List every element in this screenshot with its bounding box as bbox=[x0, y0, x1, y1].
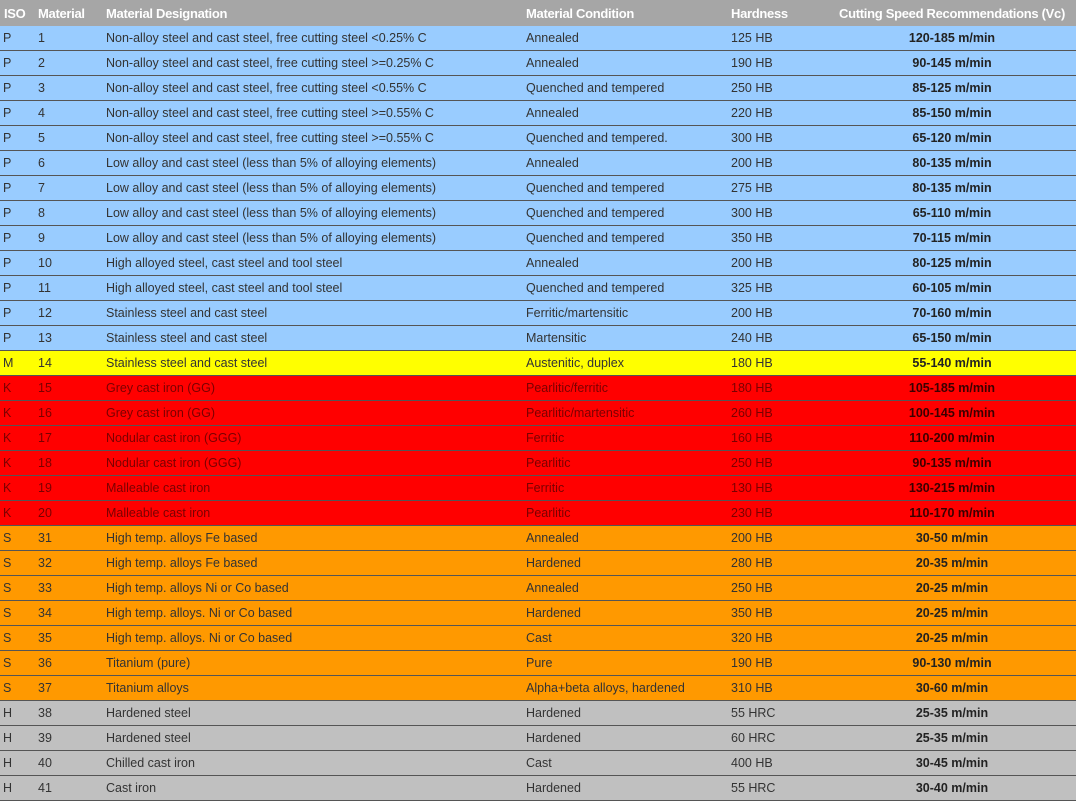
header-iso: ISO bbox=[0, 0, 32, 26]
cell-hardness: 55 HRC bbox=[725, 776, 828, 801]
header-material: Material bbox=[32, 0, 100, 26]
cell-material: 40 bbox=[32, 751, 100, 776]
cell-material: 41 bbox=[32, 776, 100, 801]
cell-hardness: 310 HB bbox=[725, 676, 828, 701]
cell-hardness: 300 HB bbox=[725, 201, 828, 226]
cell-condition: Quenched and tempered bbox=[520, 201, 725, 226]
header-hardness: Hardness bbox=[725, 0, 828, 26]
cell-cutting-speed: 100-145 m/min bbox=[828, 401, 1076, 426]
cell-condition: Annealed bbox=[520, 26, 725, 51]
cell-material: 12 bbox=[32, 301, 100, 326]
cell-condition: Ferritic bbox=[520, 426, 725, 451]
cell-hardness: 160 HB bbox=[725, 426, 828, 451]
cell-material: 9 bbox=[32, 226, 100, 251]
cell-hardness: 300 HB bbox=[725, 126, 828, 151]
cell-hardness: 280 HB bbox=[725, 551, 828, 576]
cell-iso: P bbox=[0, 151, 32, 176]
cell-material: 34 bbox=[32, 601, 100, 626]
cell-hardness: 350 HB bbox=[725, 601, 828, 626]
cell-designation: Titanium (pure) bbox=[100, 651, 520, 676]
cell-designation: High alloyed steel, cast steel and tool steel bbox=[100, 251, 520, 276]
cell-condition: Quenched and tempered bbox=[520, 176, 725, 201]
cell-condition: Pure bbox=[520, 651, 725, 676]
cell-condition: Alpha+beta alloys, hardened bbox=[520, 676, 725, 701]
cell-iso: P bbox=[0, 251, 32, 276]
cell-designation: Low alloy and cast steel (less than 5% of alloying elements) bbox=[100, 176, 520, 201]
cell-material: 3 bbox=[32, 76, 100, 101]
table-body bbox=[0, 26, 1076, 801]
table-row bbox=[0, 451, 1076, 476]
cell-iso: K bbox=[0, 426, 32, 451]
cell-hardness: 250 HB bbox=[725, 451, 828, 476]
table-row bbox=[0, 501, 1076, 526]
cell-hardness: 240 HB bbox=[725, 326, 828, 351]
table-row bbox=[0, 76, 1076, 101]
cell-designation: Chilled cast iron bbox=[100, 751, 520, 776]
table-header bbox=[0, 0, 1076, 26]
cell-hardness: 125 HB bbox=[725, 26, 828, 51]
cell-cutting-speed: 25-35 m/min bbox=[828, 726, 1076, 751]
cell-designation: Hardened steel bbox=[100, 701, 520, 726]
table-row bbox=[0, 751, 1076, 776]
cell-material: 6 bbox=[32, 151, 100, 176]
cell-cutting-speed: 30-45 m/min bbox=[828, 751, 1076, 776]
cell-material: 1 bbox=[32, 26, 100, 51]
cell-designation: Low alloy and cast steel (less than 5% of alloying elements) bbox=[100, 201, 520, 226]
cell-iso: P bbox=[0, 301, 32, 326]
cell-hardness: 230 HB bbox=[725, 501, 828, 526]
table-row bbox=[0, 176, 1076, 201]
cell-condition: Pearlitic bbox=[520, 451, 725, 476]
cell-material: 20 bbox=[32, 501, 100, 526]
cell-iso: P bbox=[0, 326, 32, 351]
cell-designation: Non-alloy steel and cast steel, free cutting steel >=0.55% C bbox=[100, 126, 520, 151]
cell-material: 11 bbox=[32, 276, 100, 301]
cell-condition: Hardened bbox=[520, 601, 725, 626]
cell-condition: Hardened bbox=[520, 776, 725, 801]
cell-hardness: 190 HB bbox=[725, 651, 828, 676]
table-row bbox=[0, 676, 1076, 701]
cell-cutting-speed: 30-60 m/min bbox=[828, 676, 1076, 701]
cell-cutting-speed: 30-40 m/min bbox=[828, 776, 1076, 801]
cell-hardness: 275 HB bbox=[725, 176, 828, 201]
table-row bbox=[0, 551, 1076, 576]
cell-iso: K bbox=[0, 376, 32, 401]
cell-material: 19 bbox=[32, 476, 100, 501]
cell-cutting-speed: 55-140 m/min bbox=[828, 351, 1076, 376]
cell-material: 17 bbox=[32, 426, 100, 451]
cell-designation: Grey cast iron (GG) bbox=[100, 401, 520, 426]
cell-hardness: 200 HB bbox=[725, 251, 828, 276]
cell-hardness: 260 HB bbox=[725, 401, 828, 426]
cell-material: 32 bbox=[32, 551, 100, 576]
cell-iso: S bbox=[0, 551, 32, 576]
cell-condition: Pearlitic/ferritic bbox=[520, 376, 725, 401]
cell-designation: Non-alloy steel and cast steel, free cutting steel >=0.25% C bbox=[100, 51, 520, 76]
cell-iso: K bbox=[0, 451, 32, 476]
cell-iso: P bbox=[0, 276, 32, 301]
cell-iso: S bbox=[0, 576, 32, 601]
cell-material: 14 bbox=[32, 351, 100, 376]
cell-designation: Stainless steel and cast steel bbox=[100, 351, 520, 376]
cell-designation: Cast iron bbox=[100, 776, 520, 801]
cell-cutting-speed: 90-145 m/min bbox=[828, 51, 1076, 76]
cell-condition: Quenched and tempered bbox=[520, 276, 725, 301]
cell-iso: K bbox=[0, 501, 32, 526]
cell-condition: Annealed bbox=[520, 51, 725, 76]
table-row bbox=[0, 626, 1076, 651]
cell-designation: Non-alloy steel and cast steel, free cutting steel <0.55% C bbox=[100, 76, 520, 101]
cell-condition: Ferritic/martensitic bbox=[520, 301, 725, 326]
cell-condition: Quenched and tempered bbox=[520, 226, 725, 251]
header-condition: Material Condition bbox=[520, 0, 725, 26]
cell-designation: Nodular cast iron (GGG) bbox=[100, 451, 520, 476]
cell-cutting-speed: 130-215 m/min bbox=[828, 476, 1076, 501]
cell-cutting-speed: 20-25 m/min bbox=[828, 601, 1076, 626]
cell-material: 18 bbox=[32, 451, 100, 476]
cell-designation: Stainless steel and cast steel bbox=[100, 301, 520, 326]
cell-cutting-speed: 65-120 m/min bbox=[828, 126, 1076, 151]
table-row bbox=[0, 776, 1076, 801]
cell-hardness: 250 HB bbox=[725, 576, 828, 601]
table-row bbox=[0, 601, 1076, 626]
cell-cutting-speed: 20-25 m/min bbox=[828, 626, 1076, 651]
cell-cutting-speed: 65-150 m/min bbox=[828, 326, 1076, 351]
table-row bbox=[0, 376, 1076, 401]
cell-material: 2 bbox=[32, 51, 100, 76]
cell-cutting-speed: 80-135 m/min bbox=[828, 151, 1076, 176]
cell-designation: High temp. alloys Ni or Co based bbox=[100, 576, 520, 601]
cell-designation: Hardened steel bbox=[100, 726, 520, 751]
cell-designation: Low alloy and cast steel (less than 5% of alloying elements) bbox=[100, 226, 520, 251]
cell-iso: P bbox=[0, 101, 32, 126]
cell-material: 37 bbox=[32, 676, 100, 701]
cell-designation: Low alloy and cast steel (less than 5% of alloying elements) bbox=[100, 151, 520, 176]
cell-designation: Grey cast iron (GG) bbox=[100, 376, 520, 401]
cell-material: 8 bbox=[32, 201, 100, 226]
cell-condition: Pearlitic/martensitic bbox=[520, 401, 725, 426]
cell-hardness: 200 HB bbox=[725, 301, 828, 326]
table-row bbox=[0, 276, 1076, 301]
cell-designation: High temp. alloys. Ni or Co based bbox=[100, 626, 520, 651]
cell-condition: Quenched and tempered bbox=[520, 76, 725, 101]
cell-hardness: 200 HB bbox=[725, 526, 828, 551]
cell-cutting-speed: 70-160 m/min bbox=[828, 301, 1076, 326]
cell-material: 36 bbox=[32, 651, 100, 676]
header-cutting-speed: Cutting Speed Recommendations (Vc) bbox=[828, 0, 1076, 26]
cell-condition: Martensitic bbox=[520, 326, 725, 351]
cell-designation: High temp. alloys. Ni or Co based bbox=[100, 601, 520, 626]
cell-iso: P bbox=[0, 51, 32, 76]
cell-material: 38 bbox=[32, 701, 100, 726]
cell-iso: S bbox=[0, 601, 32, 626]
cell-cutting-speed: 110-170 m/min bbox=[828, 501, 1076, 526]
table-row bbox=[0, 426, 1076, 451]
cell-hardness: 250 HB bbox=[725, 76, 828, 101]
table-row bbox=[0, 301, 1076, 326]
table-row bbox=[0, 476, 1076, 501]
cell-cutting-speed: 85-150 m/min bbox=[828, 101, 1076, 126]
cell-condition: Hardened bbox=[520, 701, 725, 726]
cell-cutting-speed: 110-200 m/min bbox=[828, 426, 1076, 451]
cell-cutting-speed: 25-35 m/min bbox=[828, 701, 1076, 726]
cell-condition: Annealed bbox=[520, 576, 725, 601]
table-row bbox=[0, 326, 1076, 351]
cell-condition: Quenched and tempered. bbox=[520, 126, 725, 151]
table-row bbox=[0, 151, 1076, 176]
table-row bbox=[0, 401, 1076, 426]
cell-condition: Cast bbox=[520, 751, 725, 776]
table-row bbox=[0, 201, 1076, 226]
cell-cutting-speed: 80-135 m/min bbox=[828, 176, 1076, 201]
cell-material: 10 bbox=[32, 251, 100, 276]
cell-condition: Ferritic bbox=[520, 476, 725, 501]
cell-material: 39 bbox=[32, 726, 100, 751]
cell-designation: Titanium alloys bbox=[100, 676, 520, 701]
table-row bbox=[0, 101, 1076, 126]
table-row bbox=[0, 576, 1076, 601]
cell-iso: H bbox=[0, 701, 32, 726]
cell-cutting-speed: 80-125 m/min bbox=[828, 251, 1076, 276]
cell-condition: Annealed bbox=[520, 251, 725, 276]
cell-material: 5 bbox=[32, 126, 100, 151]
cell-iso: M bbox=[0, 351, 32, 376]
cell-iso: H bbox=[0, 726, 32, 751]
cell-condition: Cast bbox=[520, 626, 725, 651]
cell-hardness: 130 HB bbox=[725, 476, 828, 501]
cell-material: 33 bbox=[32, 576, 100, 601]
cell-iso: H bbox=[0, 776, 32, 801]
cell-material: 35 bbox=[32, 626, 100, 651]
cell-material: 4 bbox=[32, 101, 100, 126]
cell-hardness: 350 HB bbox=[725, 226, 828, 251]
cell-iso: H bbox=[0, 751, 32, 776]
cell-iso: S bbox=[0, 651, 32, 676]
cell-condition: Annealed bbox=[520, 526, 725, 551]
cell-cutting-speed: 120-185 m/min bbox=[828, 26, 1076, 51]
cell-iso: P bbox=[0, 126, 32, 151]
cell-cutting-speed: 105-185 m/min bbox=[828, 376, 1076, 401]
cell-iso: P bbox=[0, 201, 32, 226]
cell-hardness: 220 HB bbox=[725, 101, 828, 126]
cell-iso: K bbox=[0, 401, 32, 426]
cell-material: 7 bbox=[32, 176, 100, 201]
table-row bbox=[0, 26, 1076, 51]
cell-hardness: 400 HB bbox=[725, 751, 828, 776]
cell-iso: S bbox=[0, 676, 32, 701]
cell-condition: Annealed bbox=[520, 151, 725, 176]
cell-iso: P bbox=[0, 176, 32, 201]
cell-hardness: 190 HB bbox=[725, 51, 828, 76]
cell-hardness: 325 HB bbox=[725, 276, 828, 301]
cell-cutting-speed: 65-110 m/min bbox=[828, 201, 1076, 226]
table-row bbox=[0, 251, 1076, 276]
cell-designation: Non-alloy steel and cast steel, free cutting steel <0.25% C bbox=[100, 26, 520, 51]
cell-hardness: 180 HB bbox=[725, 376, 828, 401]
cell-hardness: 200 HB bbox=[725, 151, 828, 176]
table-row bbox=[0, 701, 1076, 726]
cell-designation: Stainless steel and cast steel bbox=[100, 326, 520, 351]
cell-material: 15 bbox=[32, 376, 100, 401]
cell-iso: P bbox=[0, 226, 32, 251]
table-row bbox=[0, 651, 1076, 676]
cell-condition: Hardened bbox=[520, 726, 725, 751]
table-row bbox=[0, 726, 1076, 751]
cell-material: 31 bbox=[32, 526, 100, 551]
cell-designation: Malleable cast iron bbox=[100, 476, 520, 501]
cell-material: 16 bbox=[32, 401, 100, 426]
cell-designation: High alloyed steel, cast steel and tool steel bbox=[100, 276, 520, 301]
cell-cutting-speed: 20-25 m/min bbox=[828, 576, 1076, 601]
table-row bbox=[0, 526, 1076, 551]
cell-cutting-speed: 20-35 m/min bbox=[828, 551, 1076, 576]
cell-designation: High temp. alloys Fe based bbox=[100, 551, 520, 576]
cell-cutting-speed: 90-135 m/min bbox=[828, 451, 1076, 476]
cell-hardness: 60 HRC bbox=[725, 726, 828, 751]
cell-cutting-speed: 60-105 m/min bbox=[828, 276, 1076, 301]
cell-designation: Malleable cast iron bbox=[100, 501, 520, 526]
cell-iso: P bbox=[0, 76, 32, 101]
cell-condition: Pearlitic bbox=[520, 501, 725, 526]
cell-iso: K bbox=[0, 476, 32, 501]
cell-condition: Austenitic, duplex bbox=[520, 351, 725, 376]
cell-iso: S bbox=[0, 526, 32, 551]
cell-designation: Non-alloy steel and cast steel, free cutting steel >=0.55% C bbox=[100, 101, 520, 126]
cell-cutting-speed: 90-130 m/min bbox=[828, 651, 1076, 676]
table-row bbox=[0, 351, 1076, 376]
cell-cutting-speed: 85-125 m/min bbox=[828, 76, 1076, 101]
cell-cutting-speed: 70-115 m/min bbox=[828, 226, 1076, 251]
table-row bbox=[0, 51, 1076, 76]
table-row bbox=[0, 126, 1076, 151]
cell-cutting-speed: 30-50 m/min bbox=[828, 526, 1076, 551]
cell-designation: Nodular cast iron (GGG) bbox=[100, 426, 520, 451]
cell-hardness: 55 HRC bbox=[725, 701, 828, 726]
cell-hardness: 180 HB bbox=[725, 351, 828, 376]
cell-iso: S bbox=[0, 626, 32, 651]
cell-material: 13 bbox=[32, 326, 100, 351]
cell-hardness: 320 HB bbox=[725, 626, 828, 651]
header-row bbox=[0, 0, 1076, 26]
table-row bbox=[0, 226, 1076, 251]
cell-condition: Hardened bbox=[520, 551, 725, 576]
cell-designation: High temp. alloys Fe based bbox=[100, 526, 520, 551]
cell-iso: P bbox=[0, 26, 32, 51]
cell-condition: Annealed bbox=[520, 101, 725, 126]
header-designation: Material Designation bbox=[100, 0, 520, 26]
